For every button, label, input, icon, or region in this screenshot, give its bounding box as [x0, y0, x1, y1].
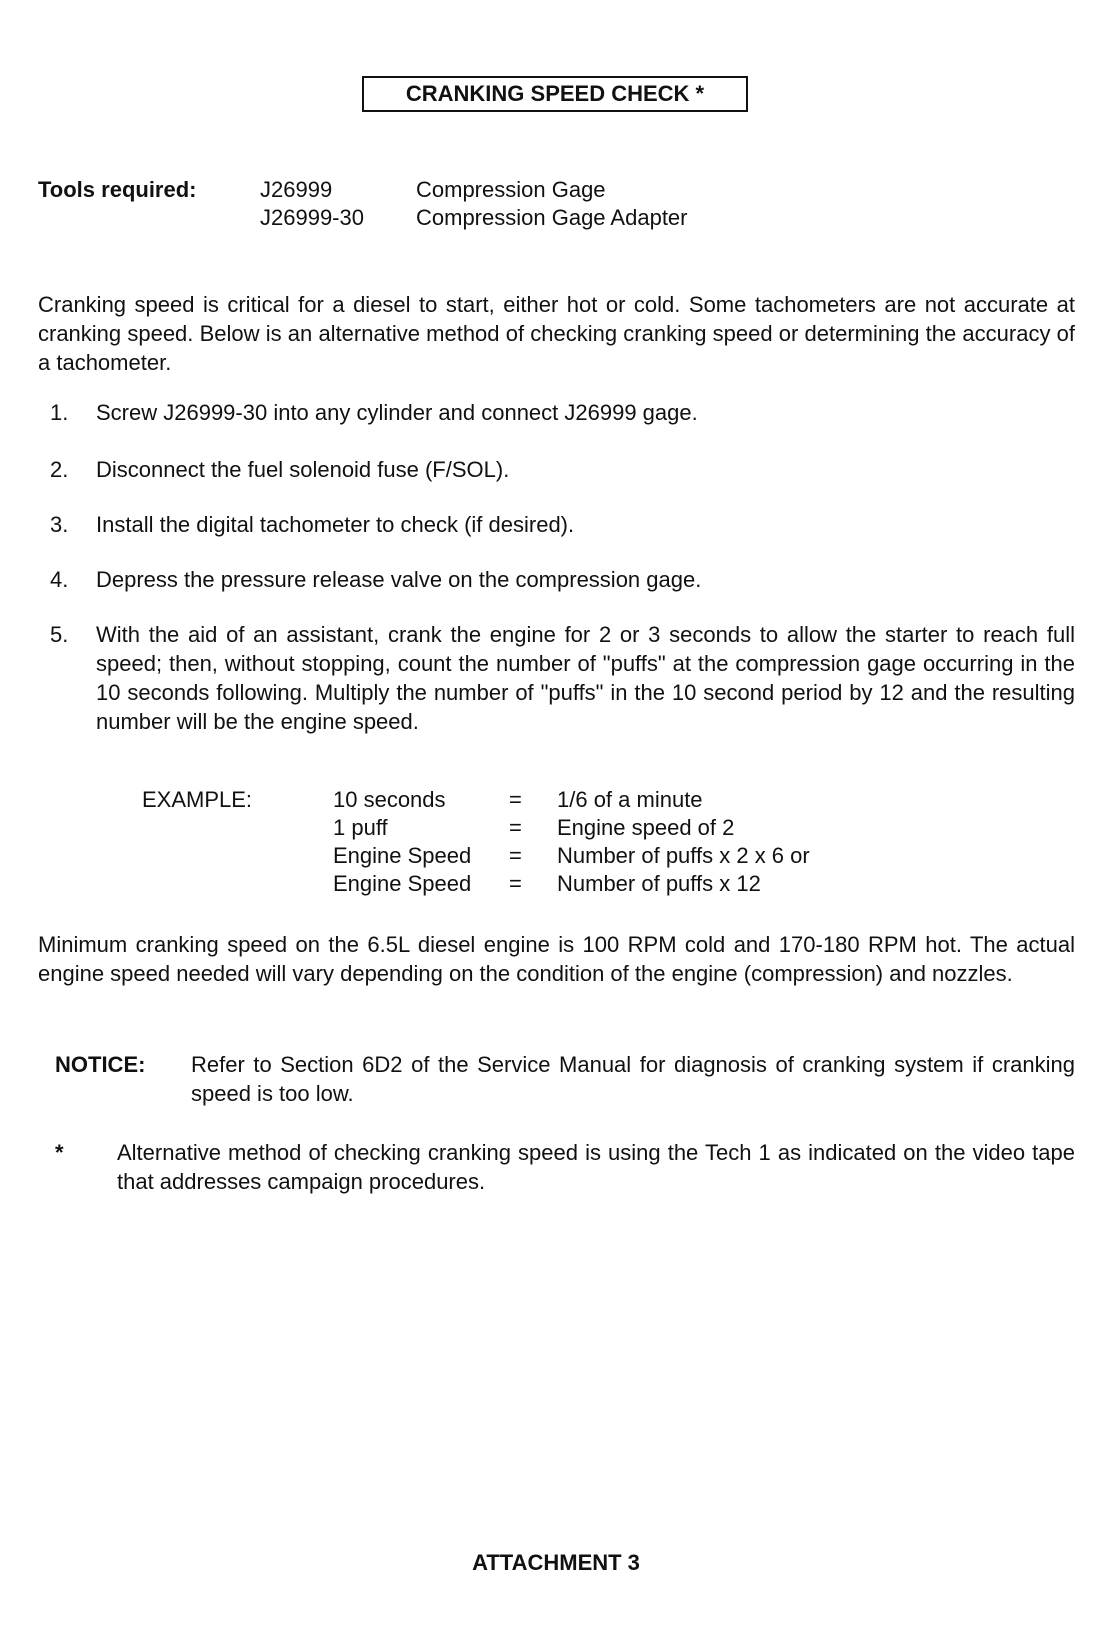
- example-row: [333, 813, 734, 842]
- example-equals: =: [509, 843, 522, 868]
- tools-required-label: Tools required:: [38, 177, 197, 202]
- example-rhs: Number of puffs x 2 x 6 or: [557, 843, 810, 868]
- step-number: 4.: [50, 567, 69, 592]
- example-equals: =: [509, 815, 522, 840]
- example-row: [333, 785, 703, 814]
- page-title: CRANKING SPEED CHECK *: [362, 76, 748, 112]
- step-text: Install the digital tachometer to check (if desired).: [96, 512, 575, 537]
- step-item: [50, 398, 1075, 427]
- step-number: 3.: [50, 512, 69, 537]
- example-equals: =: [509, 787, 522, 812]
- step-item: [50, 510, 1075, 539]
- tool-name: Compression Gage: [416, 177, 606, 202]
- tool-row: [260, 203, 688, 232]
- example-equals: =: [509, 871, 522, 896]
- example-rhs: Engine speed of 2: [557, 815, 735, 840]
- notice-block: [55, 1050, 1075, 1108]
- tool-name: Compression Gage Adapter: [416, 205, 688, 230]
- example-lhs: Engine Speed: [333, 843, 472, 868]
- example-row: [333, 869, 761, 898]
- example-lhs: 1 puff: [333, 815, 388, 840]
- example-rhs: Number of puffs x 12: [557, 871, 761, 896]
- attachment-footer: ATTACHMENT 3: [472, 1550, 640, 1575]
- step-text: With the aid of an assistant, crank the engine for 2 or 3 seconds to allow the starter to reach full speed; then, without stopping, count the number of "puffs" at the compression gage occurring in the 10 seconds following. Multiply the number of "puffs" in the 10 second period by 12 and the resulting number will be the engine speed.: [96, 622, 1075, 734]
- footnote-block: [55, 1138, 1075, 1196]
- intro-paragraph: Cranking speed is critical for a diesel to start, either hot or cold. Some tachometers are not accurate at cranking speed. Below is an alternative method of checking cranking speed or determining the accuracy of a tachometer.: [38, 292, 1075, 375]
- tool-code: J26999-30: [260, 205, 364, 230]
- step-text: Disconnect the fuel solenoid fuse (F/SOL).: [96, 457, 510, 482]
- example-row: [333, 841, 810, 870]
- step-text: Screw J26999-30 into any cylinder and connect J26999 gage.: [96, 400, 698, 425]
- footnote-asterisk: *: [55, 1140, 64, 1165]
- minimum-speed-paragraph: Minimum cranking speed on the 6.5L diesel engine is 100 RPM cold and 170-180 RPM hot. The actual engine speed needed will vary depending on the condition of the engine (compression) and nozzles.: [38, 932, 1075, 986]
- step-number: 2.: [50, 457, 69, 482]
- step-item: [50, 455, 1075, 484]
- notice-label: NOTICE:: [55, 1052, 146, 1077]
- example-lhs: 10 seconds: [333, 787, 446, 812]
- footnote-text: Alternative method of checking cranking speed is using the Tech 1 as indicated on the video tape that addresses campaign procedures.: [117, 1140, 1075, 1194]
- example-lhs: Engine Speed: [333, 871, 472, 896]
- step-item: [50, 620, 1075, 736]
- step-item: [50, 565, 1075, 594]
- step-number: 5.: [50, 622, 69, 647]
- step-text: Depress the pressure release valve on the compression gage.: [96, 567, 702, 592]
- step-number: 1.: [50, 400, 69, 425]
- notice-text: Refer to Section 6D2 of the Service Manual for diagnosis of cranking system if cranking speed is too low.: [191, 1052, 1075, 1106]
- example-label: EXAMPLE:: [142, 787, 253, 812]
- tool-row: [260, 175, 606, 204]
- tool-code: J26999: [260, 177, 333, 202]
- example-rhs: 1/6 of a minute: [557, 787, 703, 812]
